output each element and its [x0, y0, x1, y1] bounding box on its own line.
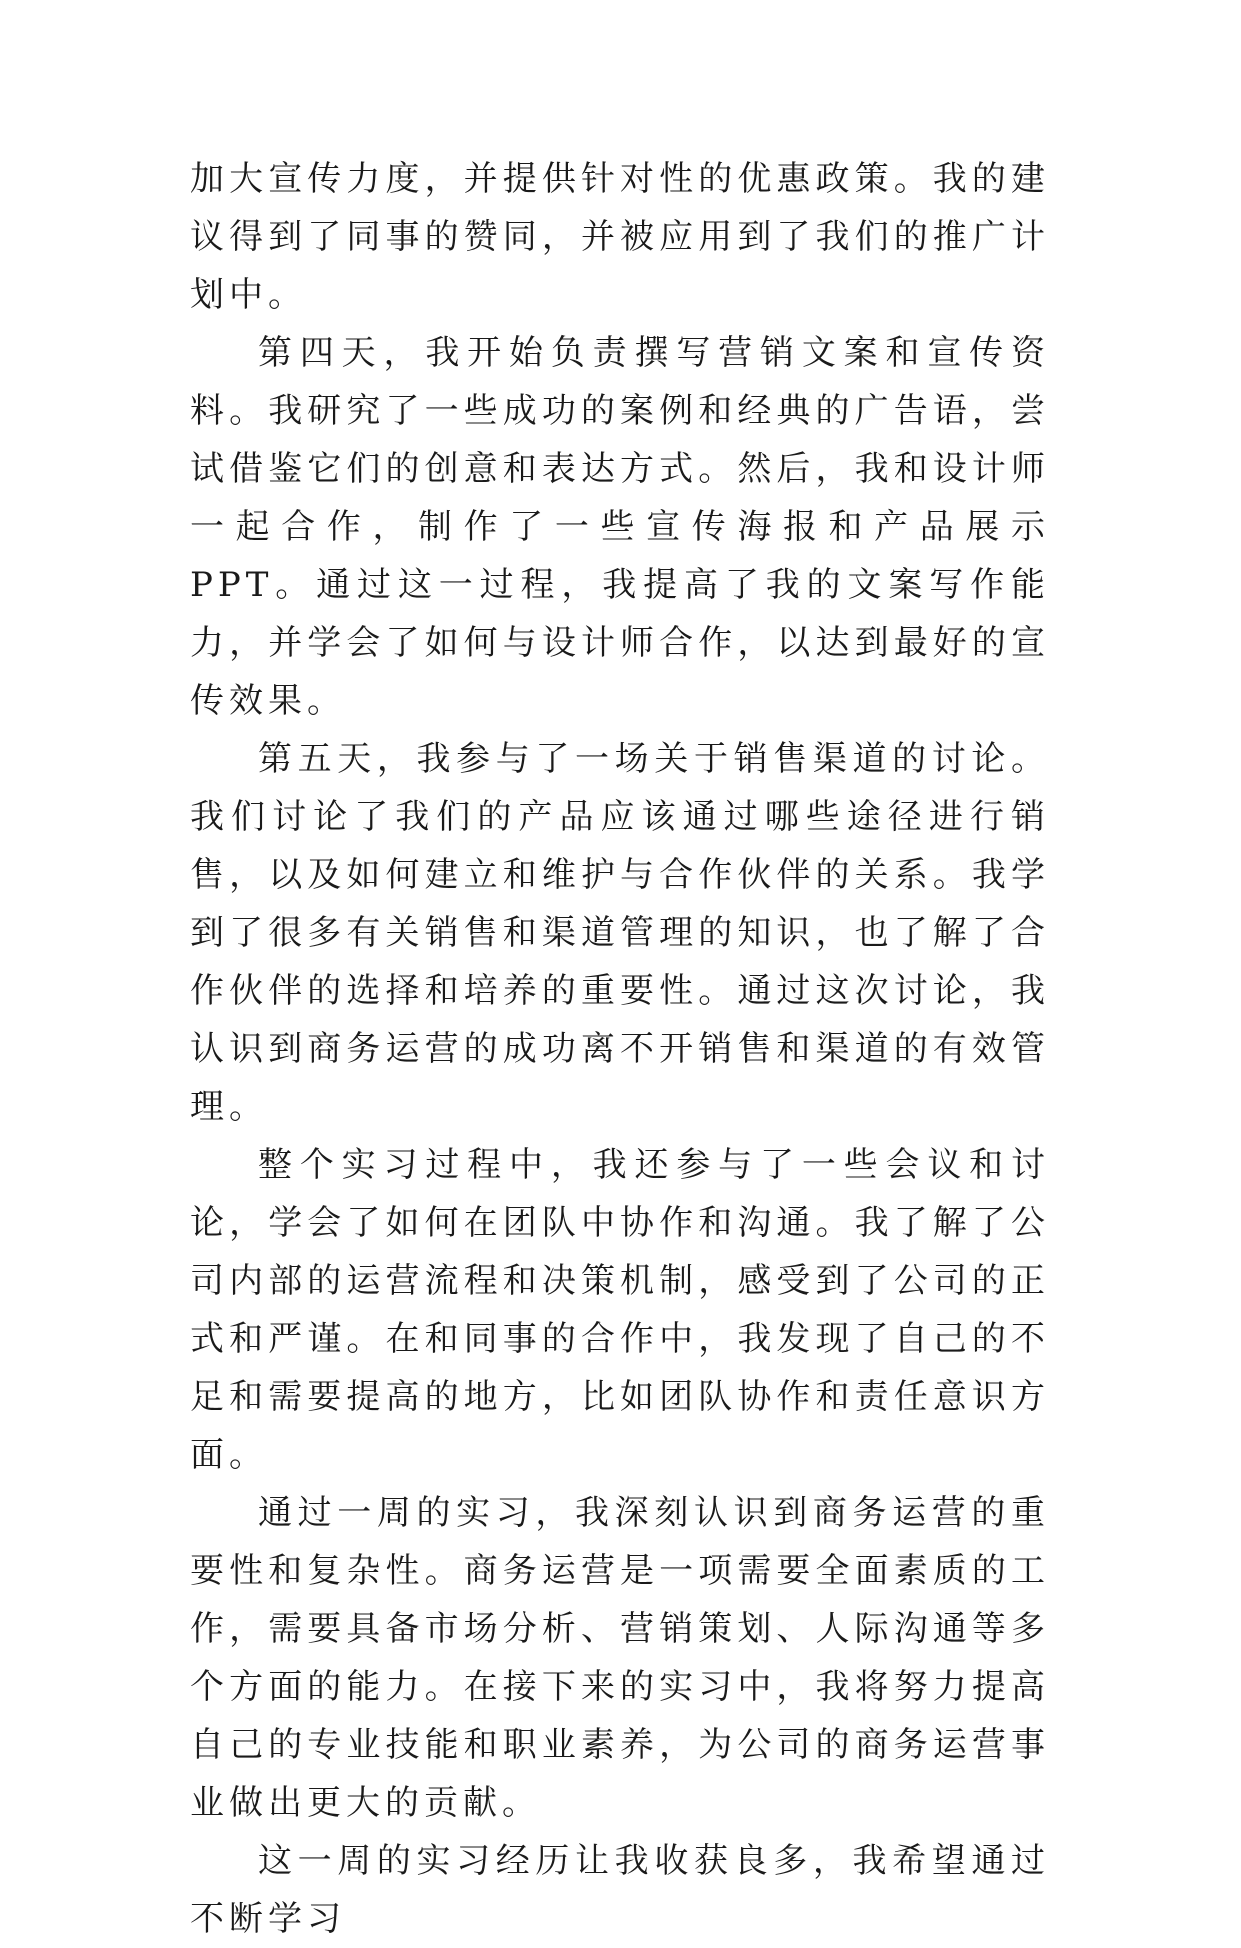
paragraph-6: 这一周的实习经历让我收获良多，我希望通过不断学习: [190, 1841, 1050, 1939]
paragraph-1: 加大宣传力度，并提供针对性的优惠政策。我的建议得到了同事的赞同，并被应用到了我们的推广计划中。: [190, 159, 1050, 315]
paragraph-3: 第五天，我参与了一场关于销售渠道的讨论。我们讨论了我们的产品应该通过哪些途径进行销售，以及如何建立和维护与合作伙伴的关系。我学到了很多有关销售和渠道管理的知识，也了解了合作伙伴的选择和培养的重要性。通过这次讨论，我认识到商务运营的成功离不开销售和渠道的有效管理。: [190, 739, 1050, 1127]
paragraph-5: 通过一周的实习，我深刻认识到商务运营的重要性和复杂性。商务运营是一项需要全面素质的工作，需要具备市场分析、营销策划、人际沟通等多个方面的能力。在接下来的实习中，我将努力提高自己的专业技能和职业素养，为公司的商务运营事业做出更大的贡献。: [190, 1493, 1050, 1823]
paragraph-4: 整个实习过程中，我还参与了一些会议和讨论，学会了如何在团队中协作和沟通。我了解了公司内部的运营流程和决策机制，感受到了公司的正式和严谨。在和同事的合作中，我发现了自己的不足和需要提高的地方，比如团队协作和责任意识方面。: [190, 1145, 1050, 1475]
paragraph-2: 第四天，我开始负责撰写营销文案和宣传资料。我研究了一些成功的案例和经典的广告语，尝试借鉴它们的创意和表达方式。然后，我和设计师一起合作，制作了一些宣传海报和产品展示PPT。通过这一过程，我提高了我的文案写作能力，并学会了如何与设计师合作，以达到最好的宣传效果。: [190, 333, 1050, 721]
document-body: [190, 150, 1050, 1948]
